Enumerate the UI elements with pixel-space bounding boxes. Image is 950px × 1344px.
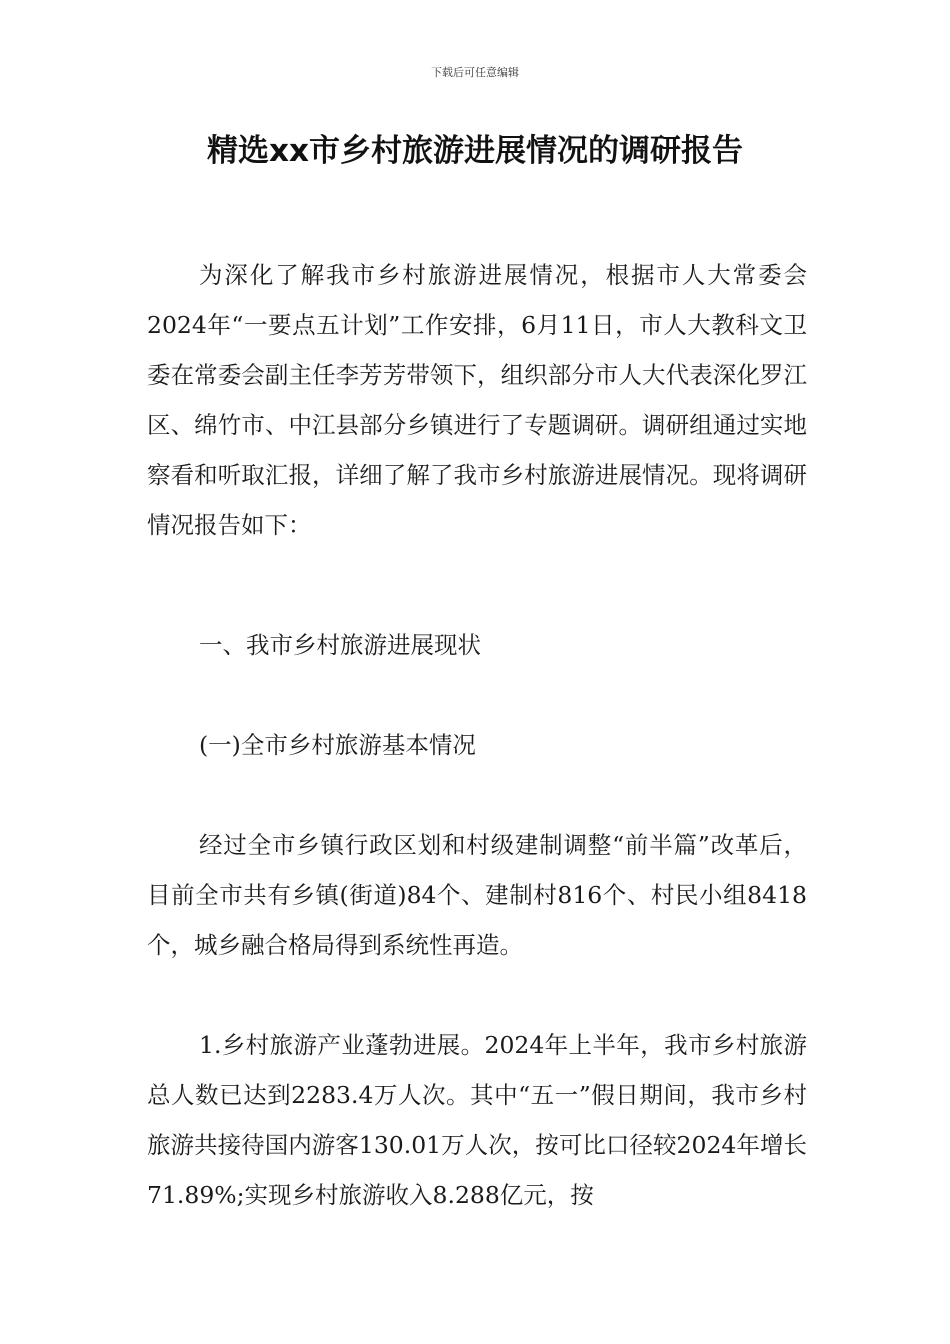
intro-paragraph: 为深化了解我市乡村旅游进展情况，根据市人大常委会2024年“一要点五计划”工作安排，6月11日，市人大教科文卫委在常委会副主任李芳芳带领下，组织部分市人大代表深化罗江区、绵竹市、中江县部分乡镇进行了专题调研。调研组通过实地察看和听取汇报，详细了解了我市乡村旅游进展情况。现将调研情况报告如下： xyxy=(147,261,807,539)
header-note: 下载后可任意编辑 xyxy=(431,66,519,79)
item-1-paragraph: 1.乡村旅游产业蓬勃进展。2024年上半年，我市乡村旅游总人数已达到2283.4万人次。其中“五一”假日期间，我市乡村旅游共接待国内游客130.01万人次，按可比口径较2024年增长71.89%;实现乡村旅游收入8.288亿元，按 xyxy=(147,1031,807,1209)
subsection-heading: (一)全市乡村旅游基本情况 xyxy=(199,731,476,759)
document-title: 精选xx市乡村旅游进展情况的调研报告 xyxy=(207,133,743,169)
section-heading: 一、我市乡村旅游进展现状 xyxy=(199,631,481,659)
basic-situation-paragraph: 经过全市乡镇行政区划和村级建制调整“前半篇”改革后，目前全市共有乡镇(街道)84个、建制村816个、村民小组8418个，城乡融合格局得到系统性再造。 xyxy=(147,831,807,959)
